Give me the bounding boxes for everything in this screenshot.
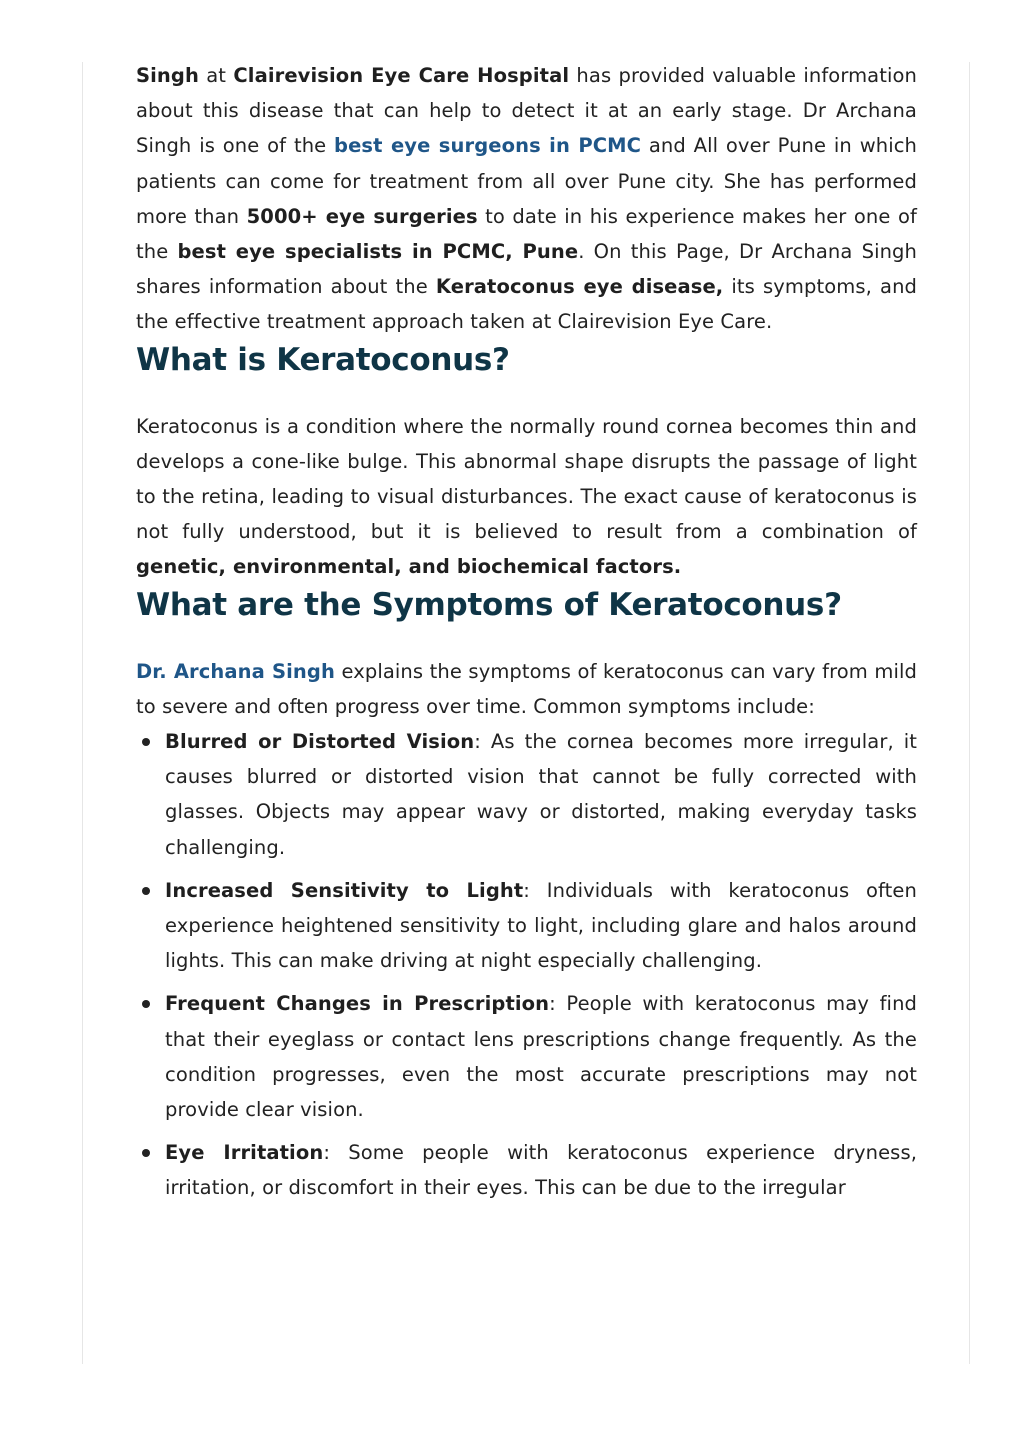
symptom-title: Eye Irritation (165, 1141, 324, 1165)
symptom-title: Frequent Changes in Prescription (165, 992, 550, 1016)
bullet-icon (142, 1149, 150, 1157)
symptom-text: : Individuals with keratoconus often experience heightened sensitivity to light, including glare and halos around lights. This can make driving at night especially challenging. (165, 878, 917, 973)
symptom-text: : Some people with keratoconus experience dryness, irritation, or discomfort in their eyes. This can be due to the irregular (165, 1141, 917, 1200)
bullet-icon (142, 1000, 150, 1008)
specialists-bold: best eye specialists in PCMC, Pune (177, 240, 579, 264)
symptom-title: Increased Sensitivity to Light (165, 878, 524, 902)
what-is-keratoconus-heading: What is Keratoconus? (136, 341, 510, 378)
doctor-profile-link[interactable]: Dr. Archana Singh (136, 659, 335, 683)
best-eye-surgeons-link[interactable]: best eye surgeons in PCMC (334, 134, 642, 158)
list-item (136, 986, 917, 1127)
disease-name-bold: Keratoconus eye disease, (435, 275, 724, 299)
intro-paragraph: Singh at Clairevision Eye Care Hospital has provided valuable information about this disease that can help to detect it at an early stage. Dr Archana Singh is one of the best eye surgeons in PCMC and All over Pune in which patients can come for treatment from all over Pune city. She has performed more than 5000+ eye surgeries to date in his experience makes her one of the best eye specialists in PCMC, Pune. On this Page, Dr Archana Singh shares information about the Keratoconus eye disease, its symptoms, and the effective treatment approach taken at Clairevision Eye Care. (136, 64, 917, 334)
symptom-text: : People with keratoconus may find that their eyeglass or contact lens prescriptions change frequently. As the condition progresses, even the most accurate prescriptions may not provide clear vision. (165, 992, 918, 1122)
symptoms-list (136, 724, 917, 1206)
symptoms-heading: What are the Symptoms of Keratoconus? (136, 586, 842, 623)
symptom-title: Blurred or Distorted Vision (165, 730, 475, 754)
hospital-name-bold: Clairevision Eye Care Hospital (233, 64, 570, 87)
symptoms-intro-paragraph: Dr. Archana Singh explains the symptoms of keratoconus can vary from mild to severe and often progress over time. Common symptoms include: (136, 659, 917, 718)
symptom-text: : As the cornea becomes more irregular, it causes blurred or distorted vision that cannot be fully corrected with glasses. Objects may appear wavy or distorted, making everyday tasks challenging. (165, 730, 917, 859)
list-item (136, 724, 917, 865)
bullet-icon (142, 738, 150, 746)
bullet-icon (142, 887, 150, 895)
surgeries-count-bold: 5000+ eye surgeries (246, 204, 478, 228)
keratoconus-definition-paragraph: Keratoconus is a condition where the normally round cornea becomes thin and develops a cone-like bulge. This abnormal shape disrupts the passage of light to the retina, leading to visual disturbances. The exact cause of keratoconus is not fully understood, but it is believed to result from a combination of genetic, environmental, and biochemical factors. (136, 414, 917, 579)
list-item (136, 1135, 917, 1205)
causes-factors-bold: genetic, environmental, and biochemical factors. (136, 555, 682, 579)
doctor-name-bold: Singh (136, 64, 199, 87)
article-content (136, 58, 917, 1214)
list-item (136, 873, 917, 979)
